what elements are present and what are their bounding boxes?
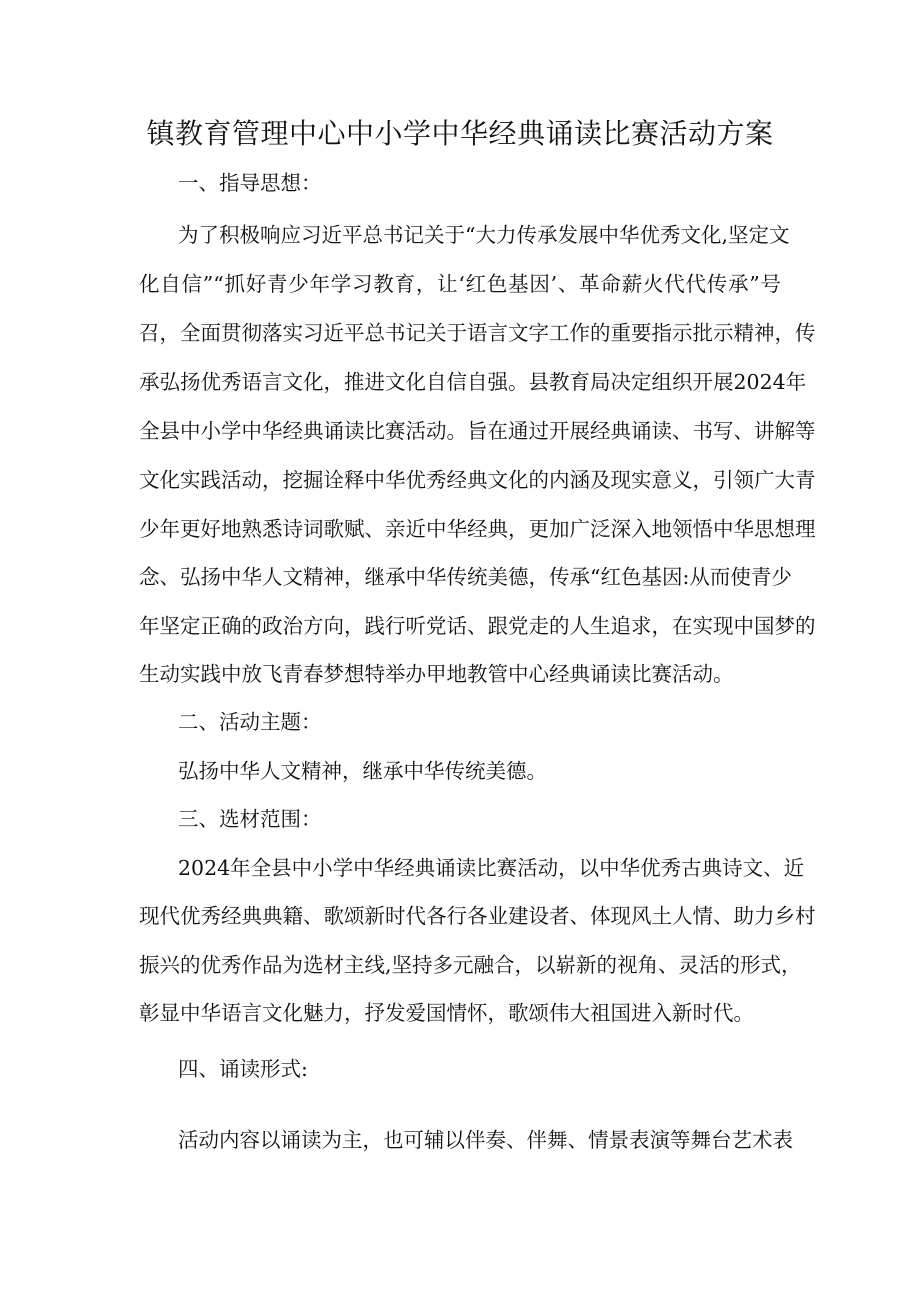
section-heading-activity-theme: 二、活动主题： bbox=[178, 710, 322, 734]
paragraph-line: 承弘扬优秀语言文化，推进文化自信自强。县教育局决定组织开展2024年 bbox=[139, 370, 807, 394]
paragraph-line: 2024年全县中小学中华经典诵读比赛活动，以中华优秀古典诗文、近 bbox=[178, 856, 805, 880]
paragraph-line: 振兴的优秀作品为选材主线,坚持多元融合，以崭新的视角、灵活的形式， bbox=[139, 953, 802, 977]
paragraph-line: 年坚定正确的政治方向，践行听党话、跟党走的人生追求，在实现中国梦的 bbox=[139, 614, 816, 638]
paragraph-line: 为了积极响应习近平总书记关于“大力传承发展中华优秀文化,坚定文 bbox=[178, 223, 790, 247]
section-heading-guiding-ideology: 一、指导思想： bbox=[178, 171, 322, 195]
paragraph-line: 弘扬中华人文精神，继承中华传统美德。 bbox=[178, 759, 547, 783]
paragraph-line: 生动实践中放飞青春梦想特举办甲地教管中心经典诵读比赛活动。 bbox=[139, 662, 734, 686]
paragraph-line: 少年更好地熟悉诗词歌赋、亲近中华经典，更加广泛深入地领悟中华思想理 bbox=[139, 517, 816, 541]
document-title: 镇教育管理中心中小学中华经典诵读比赛活动方案 bbox=[146, 117, 774, 150]
paragraph-line: 念、弘扬中华人文精神，继承中华传统美德，传承“红色基因:从而使青少 bbox=[139, 565, 792, 589]
paragraph-line: 彰显中华语言文化魅力，抒发爱国情怀，歌颂伟大祖国进入新时代。 bbox=[139, 1001, 754, 1025]
paragraph-line: 全县中小学中华经典诵读比赛活动。旨在通过开展经典诵读、书写、讲解等 bbox=[139, 419, 816, 443]
section-heading-reading-form: 四、诵读形式: bbox=[178, 1057, 308, 1081]
paragraph-line: 文化实践活动，挖掘诠释中华优秀经典文化的内涵及现实意义，引领广大青 bbox=[139, 468, 816, 492]
section-heading-material-scope: 三、选材范围： bbox=[178, 807, 322, 831]
paragraph-line: 活动内容以诵读为主，也可辅以伴奏、伴舞、情景表演等舞台艺术表 bbox=[178, 1128, 793, 1152]
paragraph-line: 召，全面贯彻落实习近平总书记关于语言文字工作的重要指示批示精神，传 bbox=[139, 321, 816, 345]
paragraph-line: 现代优秀经典典籍、歌颂新时代各行各业建设者、体现风土人情、助力乡村 bbox=[139, 904, 816, 928]
paragraph-line: 化自信”“抓好青少年学习教育，让‘红色基因’、革命薪火代代传承”号 bbox=[139, 272, 781, 296]
